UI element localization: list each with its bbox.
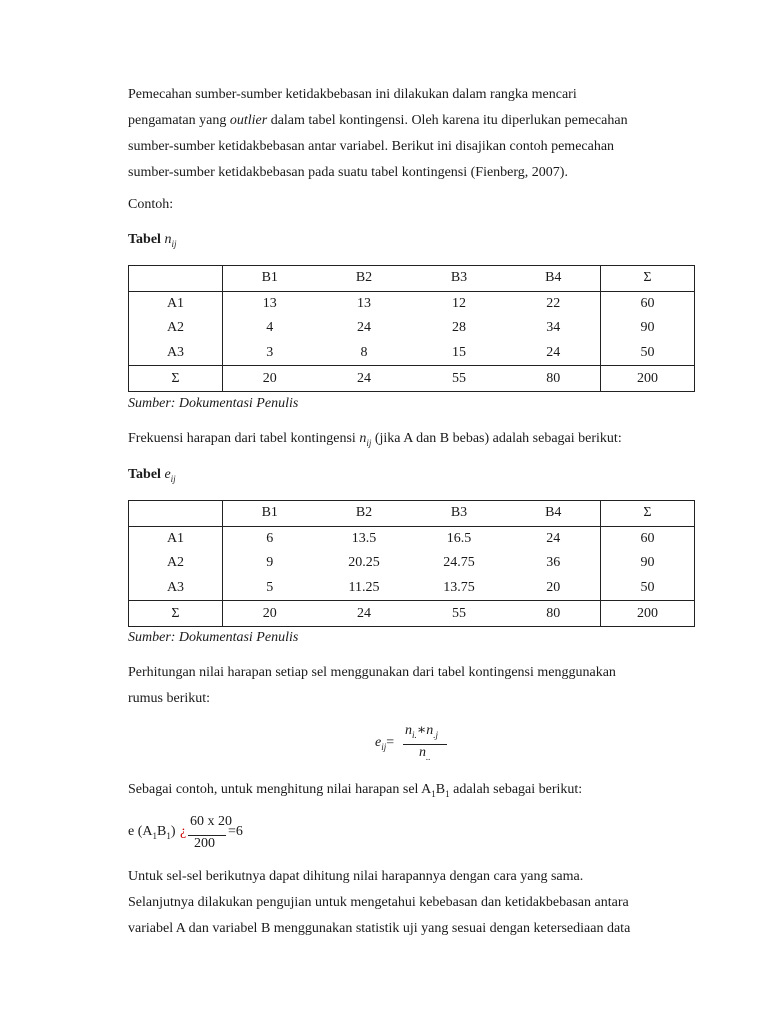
broken-equals-glyph: ¿	[180, 824, 187, 839]
table2-header-cell	[129, 501, 223, 527]
calc-result: =6	[228, 824, 243, 839]
formula-numerator: $n_{i.}∗n_{.j}$	[405, 723, 439, 740]
table1-symbol: $n_{ij}$	[164, 232, 177, 249]
example-paragraph: Sebagai contoh, untuk menghitung nilai harapan sel $A_1B_1$ adalah sebagai berikut:	[128, 782, 583, 799]
table2-total-row: Σ 20 24 55 80 200	[129, 601, 695, 627]
table-row: A2 9 20.25 24.75 36 90	[129, 551, 695, 576]
table-row: A2 4 24 28 34 90	[129, 316, 695, 341]
table2-header-cell: Σ	[601, 501, 695, 527]
intro-line-2: pengamatan yang outlier dalam tabel kontingensi. Oleh karena itu diperlukan pemecahan	[128, 113, 628, 128]
closing-paragraph: Untuk sel-sel berikutnya dapat dihitung nilai harapannya dengan cara yang sama. Selanjutnya dilakukan pengujian untuk mengetahui kebebasan dan ketidakbebasan antara variabel A dan variabel B menggunakan statistik uji yang sesuai dengan ketersediaan data	[128, 869, 631, 936]
table2-header-cell: B2	[317, 501, 412, 527]
nij-symbol: $n_{ij}$	[359, 431, 372, 448]
table1-title: Tabel $n_{ij}$	[128, 232, 177, 249]
table1-header-cell: B4	[507, 266, 601, 292]
intro-line-4: sumber-sumber ketidakbebasan pada suatu tabel kontingensi (Fienberg, 2007).	[128, 165, 568, 180]
table1-header-cell: Σ	[601, 266, 695, 292]
expected-value-formula	[375, 722, 485, 766]
table2-header-row	[129, 501, 695, 527]
table1-source: Sumber: Dokumentasi Penulis	[128, 396, 299, 411]
table2-header-cell: B1	[223, 501, 317, 527]
table1-header-cell: B3	[412, 266, 507, 292]
table-row: A1 6 13.5 16.5 24 60	[129, 526, 695, 551]
table2-header-cell: B4	[507, 501, 601, 527]
calc-denominator: 200	[194, 836, 215, 851]
formula-lhs: $e_{ij}=$	[375, 735, 395, 752]
contoh-label: Contoh:	[128, 197, 174, 212]
intro-line-3: sumber-sumber ketidakbebasan antar variabel. Berikut ini disajikan contoh pemecahan	[128, 139, 615, 154]
table-row: A3 5 11.25 13.75 20 50	[129, 576, 695, 601]
table2-source: Sumber: Dokumentasi Penulis	[128, 630, 299, 645]
outlier-term: outlier	[229, 113, 268, 128]
perhitungan-paragraph: Perhitungan nilai harapan setiap sel menggunakan dari tabel kontingensi menggunakan rumus berikut:	[128, 665, 616, 706]
table1-total-row: Σ 20 24 55 80 200	[129, 366, 695, 392]
calc-lhs: e $(A_1B_1)$	[128, 824, 176, 841]
freq-paragraph: Frekuensi harapan dari tabel kontingensi $n_{ij}$ (jika A dan B bebas) adalah sebagai berikut:	[128, 431, 622, 448]
formula-denominator: $n_{..}$	[419, 745, 431, 762]
table-eij	[128, 500, 695, 627]
intro-paragraph	[128, 82, 698, 186]
table-nij	[128, 265, 695, 392]
table1-header-row	[129, 266, 695, 292]
table2-header-cell: B3	[412, 501, 507, 527]
example-calculation	[128, 810, 328, 854]
table2-title: Tabel $e_{ij}$	[128, 467, 176, 484]
table1-header-cell	[129, 266, 223, 292]
calc-numerator: 60 x 20	[190, 814, 232, 829]
table-row: A3 3 8 15 24 50	[129, 341, 695, 366]
intro-line-1: Pemecahan sumber-sumber ketidakbebasan ini dilakukan dalam rangka mencari	[128, 87, 577, 102]
table1-header-cell: B1	[223, 266, 317, 292]
table2-symbol: $e_{ij}$	[164, 467, 176, 484]
table1-header-cell: B2	[317, 266, 412, 292]
table-row: A1 13 13 12 22 60	[129, 291, 695, 316]
